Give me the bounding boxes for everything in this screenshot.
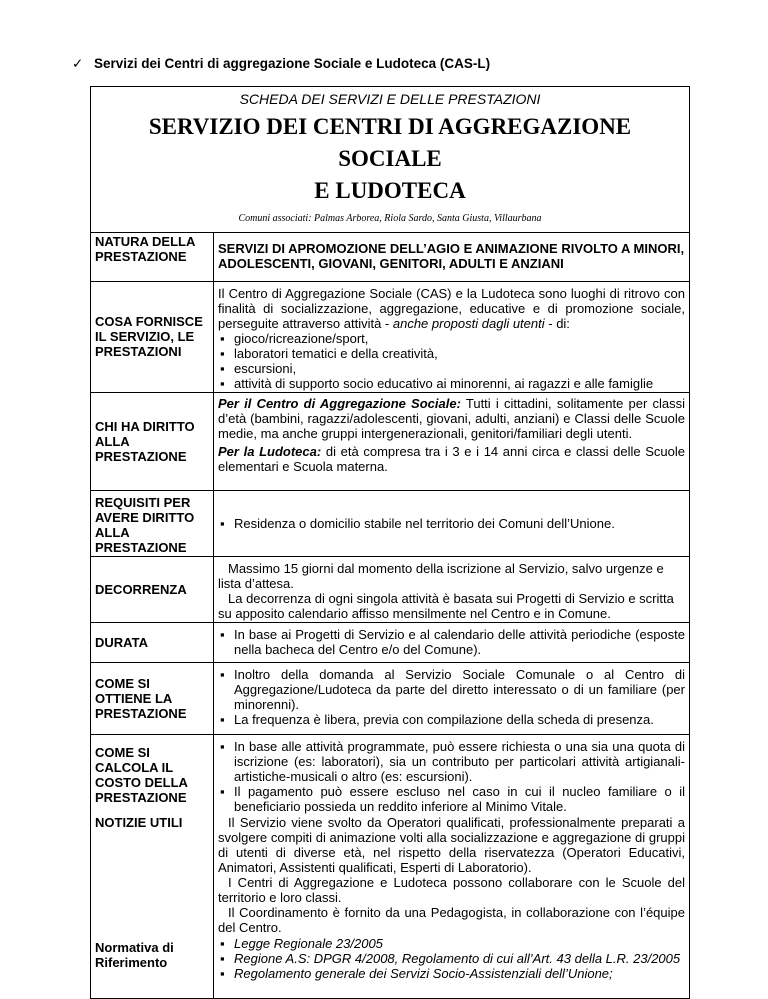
cosa-list [218, 331, 685, 391]
row-label: NOTIZIE UTILI [95, 814, 183, 830]
decorrenza-p1: Massimo 15 giorni dal momento della iscrizione al Servizio, salvo urgenze e lista d’attesa. [218, 560, 664, 591]
list-item: ▪ attività di supporto socio educativo ai minorenni, ai ragazzi e alle famiglie [218, 376, 685, 391]
row-chi [91, 392, 689, 490]
row-cosa [91, 281, 689, 392]
service-sheet [90, 86, 690, 999]
row-durata [91, 622, 689, 662]
section-heading: ✓ Servizi dei Centri di aggregazione Sociale e Ludoteca (CAS-L) [72, 56, 491, 71]
row-requisiti [91, 490, 689, 556]
sheet-title: SERVIZIO DEI CENTRI DI AGGREGAZIONE SOCIALE E LUDOTECA [148, 114, 632, 203]
row-label: CHI HA DIRITTO ALLA PRESTAZIONE [95, 418, 195, 464]
notizie-p1: Il Servizio viene svolto da Operatori qualificati, professionalmente preparati a svolgere compiti di animazione volti alla socializzazione e aggregazione di gruppi di utenti di diverse età, nel rispetto della riservatezza (Operatori Educativi, Animatori, Assistenti qualificati, Esperti di Laboratorio). [218, 814, 685, 875]
row-label: NATURA DELLA PRESTAZIONE [91, 233, 214, 281]
sheet-subtitle: SCHEDA DEI SERVIZI E DELLE PRESTAZIONI [239, 91, 541, 107]
list-item: ▪ Residenza o domicilio stabile nel territorio dei Comuni dell’Unione. [218, 516, 685, 531]
chi-cas: Per il Centro di Aggregazione Sociale: Tutti i cittadini, solitamente per classi d’età (bambini, ragazzi/adolescenti, giovani, adulti, anziani) e Classi delle Scuole medie, ma anche gruppi intergenerazionali, genitori/familiari degli utenti. [218, 395, 685, 441]
row-label: DECORRENZA [95, 581, 187, 597]
notizie-p2: I Centri di Aggregazione e Ludoteca possono collaborare con le Scuole del territorio e loro classi. [218, 874, 685, 905]
checkmark-icon: ✓ [72, 56, 84, 71]
row-label: COME SI OTTIENE LA PRESTAZIONE [95, 675, 187, 721]
natura-text: SERVIZI DI APROMOZIONE DELL’AGIO E ANIMAZIONE RIVOLTO A MINORI, ADOLESCENTI, GIOVANI, GENITORI, ADULTI E ANZIANI [218, 241, 685, 271]
list-item: ▪ gioco/ricreazione/sport, [218, 331, 685, 346]
row-ottiene [91, 662, 689, 734]
list-item: ▪ In base ai Progetti di Servizio e al calendario delle attività periodiche (esposte nella bacheca del Centro e/o del Comune). [218, 627, 685, 657]
row-natura [91, 233, 689, 281]
cosa-intro: Il Centro di Aggregazione Sociale (CAS) e la Ludoteca sono luoghi di ritrovo con finalità di socializzazione, aggregazione, educative e di promozione sociale, perseguite attraverso attività - anche proposti dagli utenti - di: [218, 285, 685, 331]
list-item: ▪ laboratori tematici e della creatività, [218, 346, 685, 361]
list-item: ▪ Regione A.S: DPGR 4/2008, Regolamento di cui all’Art. 43 della L.R. 23/2005 [218, 951, 685, 966]
list-item: ▪ In base alle attività programmate, può essere richiesta o una sia una quota di iscrizione (es: laboratori), sia un contributo per particolari attività artigianali-artistiche-musicali o altro (es: escursioni). [218, 739, 685, 784]
list-item: ▪ Il pagamento può essere escluso nel caso in cui il nucleo familiare o il beneficiario possieda un reddito inferiore al Minimo Vitale. [218, 784, 685, 814]
list-item: ▪ Legge Regionale 23/2005 [218, 936, 685, 951]
decorrenza-p2: La decorrenza di ogni singola attività è basata sui Progetti di Servizio e scritta su apposito calendario affisso mensilmente nel Centro e in Comune. [218, 590, 674, 621]
list-item: ▪ Inoltro della domanda al Servizio Sociale Comunale o al Centro di Aggregazione/Ludoteca da parte del diretto interessato o di un familiare (per minorenni). [218, 667, 685, 712]
row-decorrenza [91, 556, 689, 622]
row-normativa [91, 936, 689, 998]
service-table [91, 233, 689, 998]
associated-municipalities: Comuni associati: Palmas Arborea, Riola Sardo, Santa Giusta, Villaurbana [238, 213, 542, 224]
row-notizie [91, 815, 689, 936]
row-label: Normativa di Riferimento [95, 939, 174, 970]
row-label: DURATA [95, 634, 148, 650]
list-item: ▪ La frequenza è libera, previa con compilazione della scheda di presenza. [218, 712, 685, 727]
row-label: REQUISITI PER AVERE DIRITTO ALLA PRESTAZIONE [95, 494, 195, 555]
row-costo [91, 734, 689, 815]
row-label: COME SI CALCOLA IL COSTO DELLA PRESTAZIONE [95, 744, 188, 805]
list-item: ▪ escursioni, [218, 361, 685, 376]
sheet-header [91, 87, 689, 233]
list-item: ▪ Regolamento generale dei Servizi Socio-Assistenziali dell’Unione; [218, 966, 685, 981]
row-label: COSA FORNISCE IL SERVIZIO, LE PRESTAZIONI [95, 314, 203, 359]
chi-ludoteca: Per la Ludoteca: di età compresa tra i 3 e i 14 anni circa e classi delle Scuole elementari e Scuola materna. [218, 443, 686, 474]
notizie-p3: Il Coordinamento è fornito da una Pedagogista, in collaborazione con l’équipe del Centro. [218, 904, 685, 935]
